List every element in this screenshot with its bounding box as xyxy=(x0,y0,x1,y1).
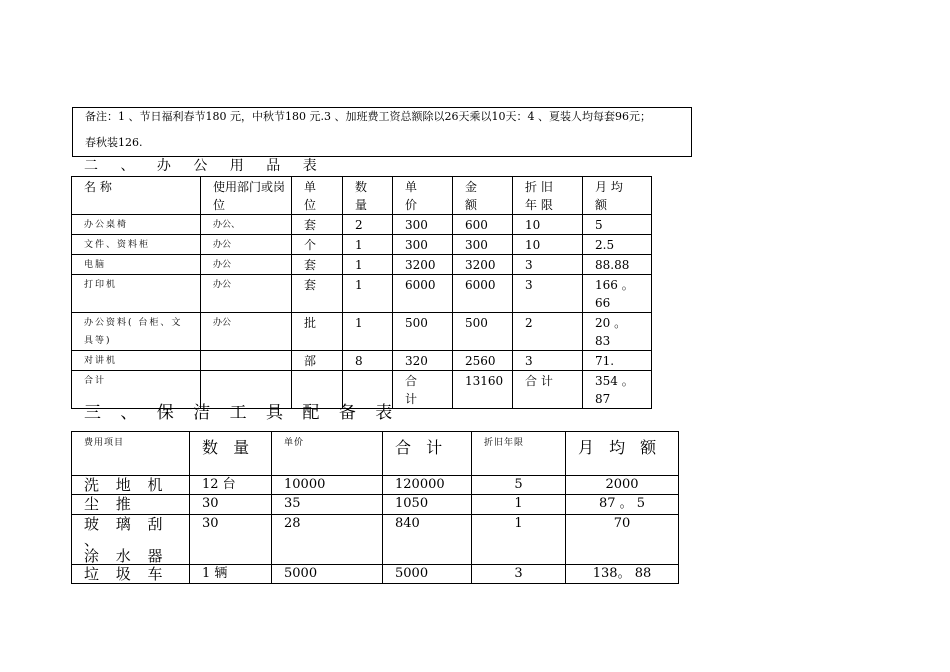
header-cell: 月 均 额 xyxy=(566,432,679,476)
amount-cell: 13160 xyxy=(453,371,513,409)
department-cell: 办公 xyxy=(201,255,292,275)
monthly-average-cell: 71. xyxy=(583,351,652,371)
amount-cell: 600 xyxy=(453,215,513,235)
remarks-line-1: 备注：1 、节日福利春节180 元，中秋节180 元.3 、加班费工资总额除以26天乘以10天：4 、夏装人均每套96元； xyxy=(85,110,651,123)
total-cell: 5000 xyxy=(383,565,472,584)
unit-price-cell: 320 xyxy=(393,351,453,371)
total-cell: 1050 xyxy=(383,495,472,515)
table-header-row xyxy=(72,432,679,476)
office-supplies-table xyxy=(71,176,652,409)
depreciation-years-cell: 3 xyxy=(513,351,583,371)
unit-price-cell: 300 xyxy=(393,235,453,255)
unit-price-cell: 5000 xyxy=(272,565,383,584)
unit-price-cell: 3200 xyxy=(393,255,453,275)
depreciation-years-cell: 1 xyxy=(472,515,566,565)
depreciation-years-cell: 3 xyxy=(472,565,566,584)
remarks-box xyxy=(72,107,692,157)
quantity-cell: 8 xyxy=(343,351,393,371)
depreciation-years-cell: 10 xyxy=(513,235,583,255)
item-name-cell: 办公桌椅 xyxy=(72,215,201,235)
amount-cell: 6000 xyxy=(453,275,513,313)
monthly-average-cell: 138。 88 xyxy=(566,565,679,584)
quantity-cell: 2 xyxy=(343,215,393,235)
monthly-average-cell: 70 xyxy=(566,515,679,565)
unit-cell: 部 xyxy=(292,351,343,371)
expense-item-cell: 垃 圾 车 xyxy=(72,565,190,584)
table-row xyxy=(72,255,652,275)
header-cell: 月 均 额 xyxy=(583,177,652,215)
table-header-row xyxy=(72,177,652,215)
depreciation-years-cell: 3 xyxy=(513,275,583,313)
header-cell: 名 称 xyxy=(72,177,201,215)
monthly-average-cell: 88.88 xyxy=(583,255,652,275)
expense-item-cell: 玻 璃 刮 、 涂 水 器 xyxy=(72,515,190,565)
unit-cell: 套 xyxy=(292,215,343,235)
table-row xyxy=(72,565,679,584)
item-name-cell: 打印机 xyxy=(72,275,201,313)
department-cell: 办公 xyxy=(201,313,292,351)
expense-item-cell: 尘 推 xyxy=(72,495,190,515)
unit-price-cell: 500 xyxy=(393,313,453,351)
header-cell: 费用项目 xyxy=(72,432,190,476)
unit-price-cell: 28 xyxy=(272,515,383,565)
monthly-average-cell: 166 。 66 xyxy=(583,275,652,313)
unit-price-cell: 6000 xyxy=(393,275,453,313)
monthly-average-cell: 354 。 87 xyxy=(583,371,652,409)
table-row xyxy=(72,275,652,313)
department-cell xyxy=(201,351,292,371)
unit-cell: 批 xyxy=(292,313,343,351)
unit-price-cell: 合 计 xyxy=(393,371,453,409)
depreciation-years-cell: 1 xyxy=(472,495,566,515)
cleaning-tools-table xyxy=(71,431,679,584)
amount-cell: 3200 xyxy=(453,255,513,275)
depreciation-years-cell: 2 xyxy=(513,313,583,351)
header-cell: 合 计 xyxy=(383,432,472,476)
unit-price-cell: 300 xyxy=(393,215,453,235)
department-cell: 办公 xyxy=(201,275,292,313)
quantity-cell: 1 xyxy=(343,235,393,255)
monthly-average-cell: 20 。 83 xyxy=(583,313,652,351)
header-cell: 金 额 xyxy=(453,177,513,215)
table-row xyxy=(72,515,679,565)
amount-cell: 500 xyxy=(453,313,513,351)
monthly-average-cell: 2000 xyxy=(566,476,679,495)
header-cell: 数 量 xyxy=(343,177,393,215)
table-row xyxy=(72,313,652,351)
item-name-cell: 办公资料( 台柜、文 具等) xyxy=(72,313,201,351)
office-supplies-title: 二 、 办 公 用 品 表 xyxy=(84,158,326,174)
unit-cell: 个 xyxy=(292,235,343,255)
department-cell: 办公 xyxy=(201,235,292,255)
monthly-average-cell: 2.5 xyxy=(583,235,652,255)
unit-price-cell: 35 xyxy=(272,495,383,515)
remarks-line-2: 春秋装126. xyxy=(85,136,143,149)
monthly-average-cell: 87 。 5 xyxy=(566,495,679,515)
quantity-cell: 12 台 xyxy=(190,476,272,495)
header-cell: 折旧年限 xyxy=(472,432,566,476)
header-cell: 折 旧 年 限 xyxy=(513,177,583,215)
header-cell: 单价 xyxy=(272,432,383,476)
quantity-cell: 30 xyxy=(190,495,272,515)
depreciation-years-cell: 合 计 xyxy=(513,371,583,409)
unit-cell: 套 xyxy=(292,275,343,313)
quantity-cell: 30 xyxy=(190,515,272,565)
depreciation-years-cell: 5 xyxy=(472,476,566,495)
department-cell: 办公、 xyxy=(201,215,292,235)
monthly-average-cell: 5 xyxy=(583,215,652,235)
unit-price-cell: 10000 xyxy=(272,476,383,495)
item-name-cell: 电脑 xyxy=(72,255,201,275)
header-cell: 单 价 xyxy=(393,177,453,215)
item-name-cell: 文件、资料柜 xyxy=(72,235,201,255)
table-row xyxy=(72,235,652,255)
total-cell: 840 xyxy=(383,515,472,565)
quantity-cell: 1 xyxy=(343,275,393,313)
total-cell: 120000 xyxy=(383,476,472,495)
unit-cell: 套 xyxy=(292,255,343,275)
table-row xyxy=(72,215,652,235)
header-cell: 数 量 xyxy=(190,432,272,476)
table-row xyxy=(72,495,679,515)
expense-item-cell: 洗 地 机 xyxy=(72,476,190,495)
item-name-cell: 对讲机 xyxy=(72,351,201,371)
quantity-cell: 1 辆 xyxy=(190,565,272,584)
amount-cell: 300 xyxy=(453,235,513,255)
amount-cell: 2560 xyxy=(453,351,513,371)
cleaning-tools-title: 三 、 保 洁 工 具 配 备 表 xyxy=(84,403,400,423)
header-cell: 单 位 xyxy=(292,177,343,215)
header-cell: 使用部门或岗 位 xyxy=(201,177,292,215)
depreciation-years-cell: 3 xyxy=(513,255,583,275)
item-name-cell: 合计 xyxy=(72,371,201,409)
table-row xyxy=(72,351,652,371)
quantity-cell: 1 xyxy=(343,313,393,351)
table-row xyxy=(72,476,679,495)
depreciation-years-cell: 10 xyxy=(513,215,583,235)
quantity-cell: 1 xyxy=(343,255,393,275)
